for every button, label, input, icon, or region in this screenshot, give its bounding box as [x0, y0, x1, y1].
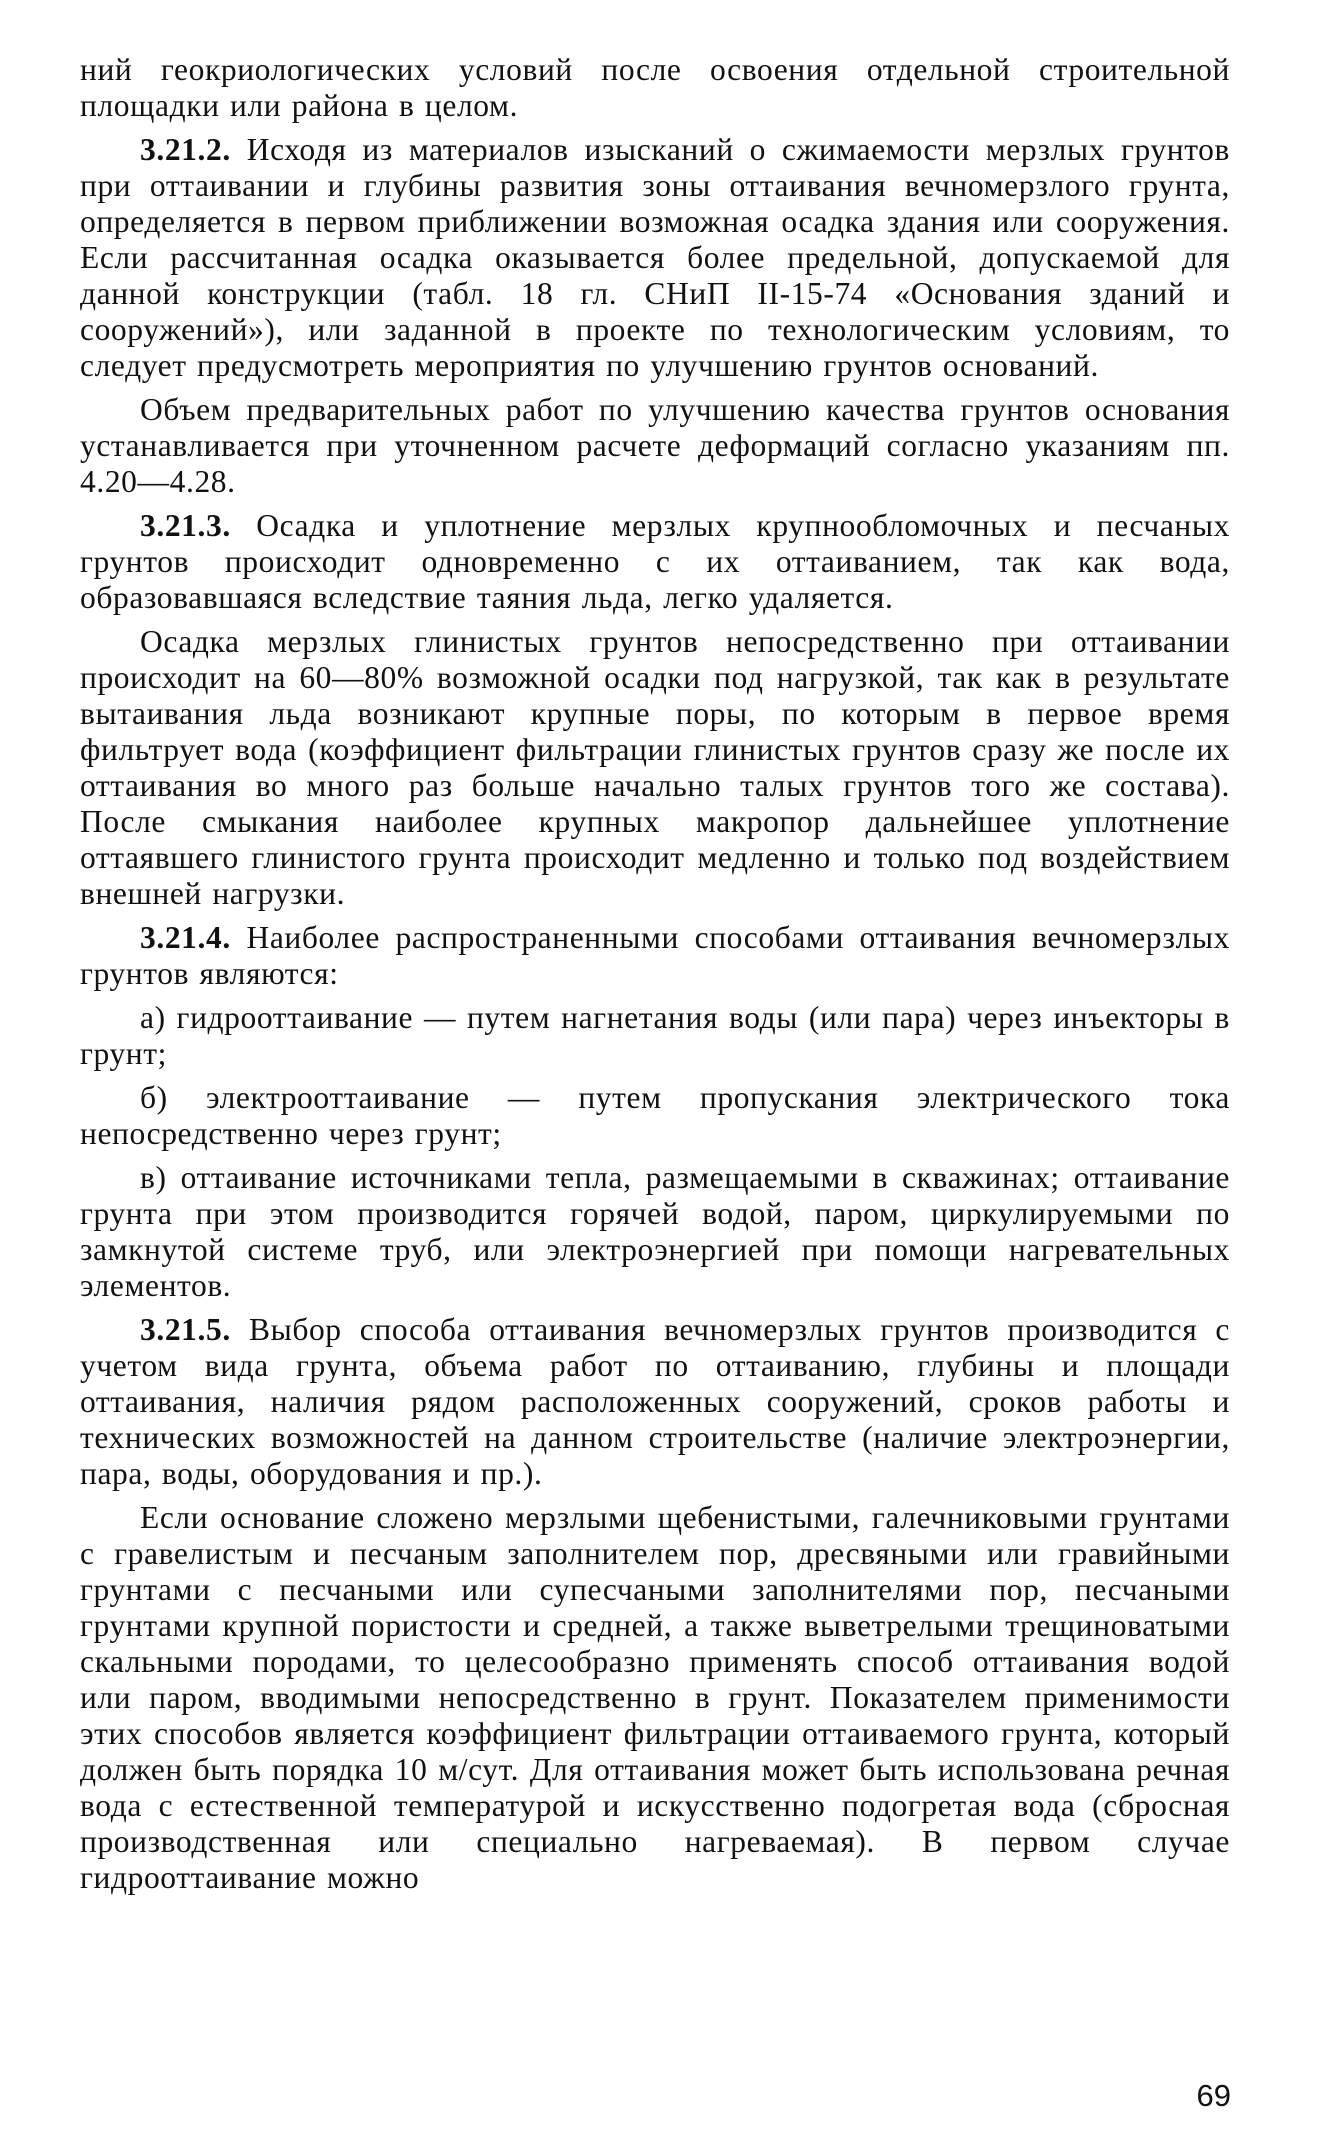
paragraph-text: Наиболее распространенными способами оттаивания вечномерзлых грунтов являются:: [80, 920, 1230, 991]
page-number: 69: [1196, 2078, 1231, 2113]
paragraph-text: Осадка и уплотнение мерзлых крупнообломочных и песчаных грунтов происходит одновременно с их оттаиванием, так как вода, образовавшаяся вследствие таяния льда, легко удаляется.: [80, 508, 1230, 615]
paragraph-foundation-soils: [80, 1500, 1230, 1896]
section-number: 3.21.4.: [140, 920, 231, 955]
paragraph-text: ний геокриологических условий после освоения отдельной строительной площадки или района в целом.: [80, 52, 1230, 123]
paragraph-3-21-2: [80, 132, 1230, 384]
paragraph-text: б) электрооттаивание — путем пропускания электрического тока непосредственно через грунт;: [80, 1080, 1230, 1151]
paragraph-text: в) оттаивание источниками тепла, размещаемыми в скважинах; оттаивание грунта при этом производится горячей водой, паром, циркулируемыми по замкнутой системе труб, или электроэнергией при помощи нагревательных элементов.: [80, 1160, 1230, 1303]
paragraph-text: Осадка мерзлых глинистых грунтов непосредственно при оттаивании происходит на 60—80% возможной осадки под нагрузкой, так как в результате вытаивания льда возникают крупные поры, по которым в первое время фильтрует вода (коэффициент фильтрации глинистых грунтов сразу же после их оттаивания во много раз больше начально талых грунтов того же состава). После смыкания наиболее крупных макропор дальнейшее уплотнение оттаявшего глинистого грунта происходит медленно и только под воздействием внешней нагрузки.: [80, 624, 1230, 911]
paragraph-text: Исходя из материалов изысканий о сжимаемости мерзлых грунтов при оттаивании и глубины развития зоны оттаивания вечномерзлого грунта, определяется в первом приближении возможная осадка здания или сооружения. Если рассчитанная осадка оказывается более предельной, допускаемой для данной конструкции (табл. 18 гл. СНиП II-15-74 «Основания зданий и сооружений»), или заданной в проекте по технологическим условиям, то следует предусмотреть мероприятия по улучшению грунтов оснований.: [80, 132, 1230, 383]
section-number: 3.21.3.: [140, 508, 231, 543]
paragraph-clay-settlement: [80, 624, 1230, 912]
paragraph-text: Выбор способа оттаивания вечномерзлых грунтов производится с учетом вида грунта, объема работ по оттаиванию, глубины и площади оттаивания, наличия рядом расположенных сооружений, сроков работы и технических возможностей на данном строительстве (наличие электроэнергии, пара, воды, оборудования и пр.).: [80, 1312, 1230, 1491]
paragraph-3-21-3: [80, 508, 1230, 616]
paragraph-3-21-5: [80, 1312, 1230, 1492]
paragraph-text: Если основание сложено мерзлыми щебенистыми, галечниковыми грунтами с гравелистым и песчаным заполнителем пор, дресвяными или гравийными грунтами с песчаными или супесчаными заполнителями пор, песчаными грунтами крупной пористости и средней, а также выветрелыми трещиноватыми скальными породами, то целесообразно применять способ оттаивания водой или паром, вводимыми непосредственно в грунт. Показателем применимости этих способов является коэффициент фильтрации оттаиваемого грунта, который должен быть порядка 10 м/сут. Для оттаивания может быть использована речная вода с естественной температурой и искусственно подогретая вода (сбросная производственная или специально нагреваемая). В первом случае гидрооттаивание можно: [80, 1500, 1230, 1895]
paragraph-volume-works: [80, 392, 1230, 500]
section-number: 3.21.5.: [140, 1312, 231, 1347]
list-item-v: [80, 1160, 1230, 1304]
list-item-b: [80, 1080, 1230, 1152]
paragraph-3-21-4: [80, 920, 1230, 992]
paragraph-text: Объем предварительных работ по улучшению качества грунтов основания устанавливается при уточненном расчете деформаций согласно указаниям пп. 4.20—4.28.: [80, 392, 1230, 499]
paragraph-continuation: [80, 52, 1230, 124]
section-number: 3.21.2.: [140, 132, 231, 167]
paragraph-text: а) гидрооттаивание — путем нагнетания воды (или пара) через инъекторы в грунт;: [80, 1000, 1230, 1071]
document-page: [80, 52, 1230, 1904]
list-item-a: [80, 1000, 1230, 1072]
